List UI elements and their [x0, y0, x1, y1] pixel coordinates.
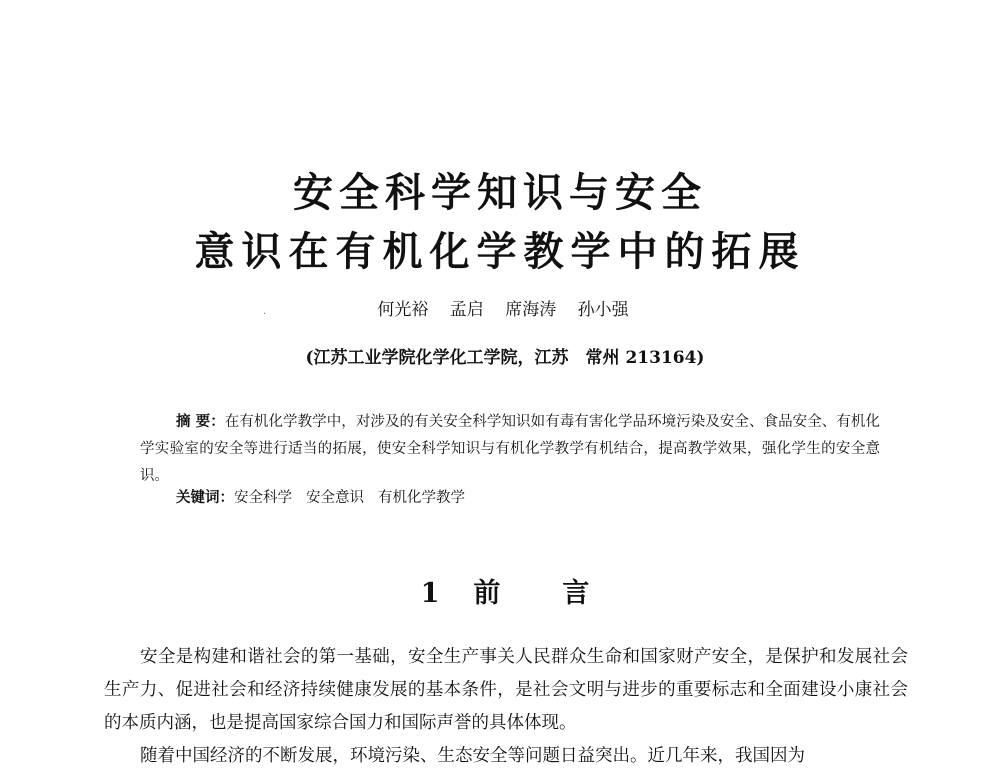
keywords-label: 关键词：: [176, 490, 234, 506]
body-paragraph: 安全是构建和谐社会的第一基础，安全生产事关人民群众生命和国家财产安全，是保护和发展社会生产力、促进社会和经济持续健康发展的基本条件，是社会文明与进步的重要标志和全面建设小康社会的本质内涵，也是提高国家综合国力和国际声誉的具体体现。: [104, 647, 908, 733]
affiliation: (江苏工业学院化学化工学院，江苏 常州 213164): [305, 348, 705, 368]
abstract-text: 在有机化学教学中，对涉及的有关安全科学知识如有毒有害化学品环境污染及安全、食品安全、有机化学实验室的安全等进行适当的拓展，使安全科学知识与有机化学教学有机结合，提高教学效果，强化学生的安全意识。: [140, 414, 880, 484]
abstract-label: 摘 要：: [176, 414, 225, 430]
section-number: 1: [420, 578, 440, 609]
author-name: 何光裕: [377, 300, 429, 320]
body-text: [104, 641, 908, 773]
keyword: 安全意识: [306, 490, 364, 506]
author-name: 席海涛: [505, 300, 557, 320]
keywords: [176, 491, 479, 506]
author-list: [0, 302, 1000, 319]
body-paragraph: 随着中国经济的不断发展，环境污染、生态安全等问题日益突出。近几年来，我国因为: [140, 746, 805, 766]
abstract-paragraph: [140, 409, 880, 490]
keyword: 有机化学教学: [378, 490, 465, 506]
keyword: 安全科学: [234, 490, 292, 506]
section-heading: [0, 580, 1000, 607]
paper-title-line-1: 安全科学知识与安全: [293, 169, 707, 216]
scan-speck: ·: [263, 309, 267, 320]
section-title-char: 言: [562, 578, 590, 609]
section-title-char: 前: [473, 578, 501, 609]
paper-title-line-2: 意识在有机化学教学中的拓展: [194, 228, 806, 275]
abstract: [140, 409, 880, 490]
author-name: 孟启: [449, 300, 484, 320]
author-name: 孙小强: [577, 300, 629, 320]
